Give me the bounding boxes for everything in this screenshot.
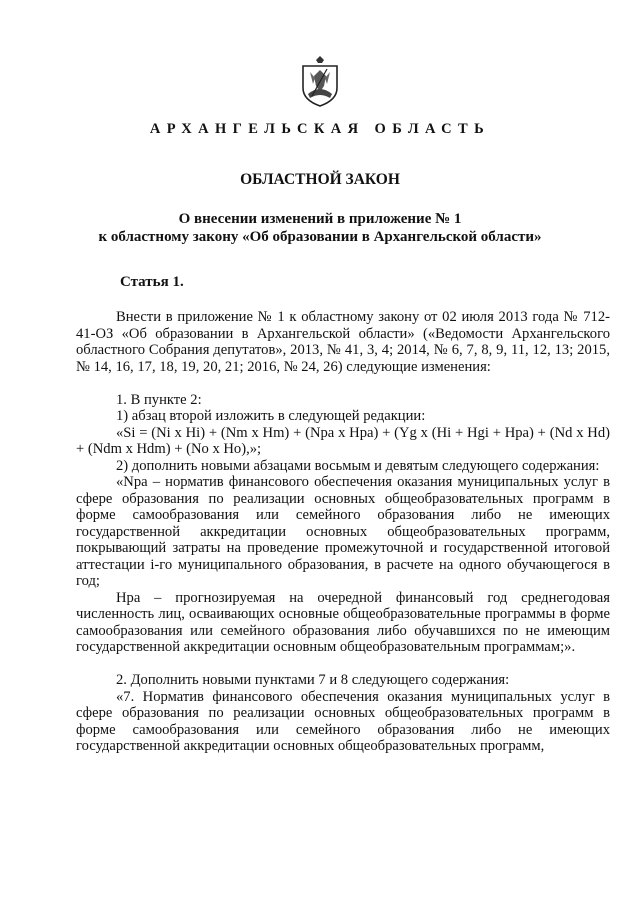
coat-of-arms-icon (300, 54, 340, 108)
paragraph-item-1: 1. В пункте 2: (116, 391, 202, 408)
paragraph-subitem-1: 1) абзац второй изложить в следующей редакции: (116, 408, 426, 424)
region-name: АРХАНГЕЛЬСКАЯ ОБЛАСТЬ (149, 121, 491, 137)
article-body (76, 309, 610, 755)
subject-line-2: к областному закону «Об образовании в Архангельской области» (98, 229, 542, 245)
paragraph-item-2: 2. Дополнить новыми пунктами 7 и 8 следующего содержания: (116, 672, 510, 688)
paragraph-formula: «Si = (Ni x Hi) + (Nm x Hm) + (Npa x Hpa) + (Yg x (Hi + Hgi + Hpa) + (Nd x Hd) + (Ndm x Hdm) + (No x Ho),»; (76, 424, 610, 457)
paragraph-npa-definition: «Npa – норматив финансового обеспечения оказания муниципальных услуг в сфере образования по реализации основных общеобразовательных программ в форме самообразования или семейного образования либо не имеющих государственной аккредитации основных общеобразовательных программ, покрывающий затраты на проведение промежуточной и государственной итоговой аттестации i-го муниципального образования, в расчете на одного обучающегося в год; (76, 474, 610, 589)
law-title: ОБЛАСТНОЙ ЗАКОН (240, 171, 400, 188)
paragraph-subitem-2: 2) дополнить новыми абзацами восьмым и девятым следующего содержания: (116, 457, 600, 474)
law-subject (0, 210, 640, 246)
paragraph-point-7: «7. Норматив финансового обеспечения оказания муниципальных услуг в сфере образования по реализации основных общеобразовательных программ в форме самообразования или семейного образования либо не имеющих государственной аккредитации основных общеобразовательных программ, (76, 688, 610, 754)
paragraph-hpa-definition: Hpa – прогнозируемая на очередной финансовый год среднегодовая численность лиц, осваивающих основные общеобразовательные программы в форме самообразования или семейного образования либо обучавшихся по не имеющим государственной аккредитации основным общеобразовательным программам;». (76, 589, 610, 655)
subject-line-1: О внесении изменений в приложение № 1 (178, 211, 462, 227)
paragraph-intro: Внести в приложение № 1 к областному закону от 02 июля 2013 года № 712-41-ОЗ «Об образовании в Архангельской области» («Ведомости Архангельского областного Собрания депутатов», 2013, № 41, 3, 4; 2014, № 6, 7, 8, 9, 11, 12, 13; 2015, № 14, 16, 17, 18, 19, 20, 21; 2016, № 24, 26) следующие изменения: (76, 309, 610, 375)
article-heading: Статья 1. (120, 274, 184, 290)
